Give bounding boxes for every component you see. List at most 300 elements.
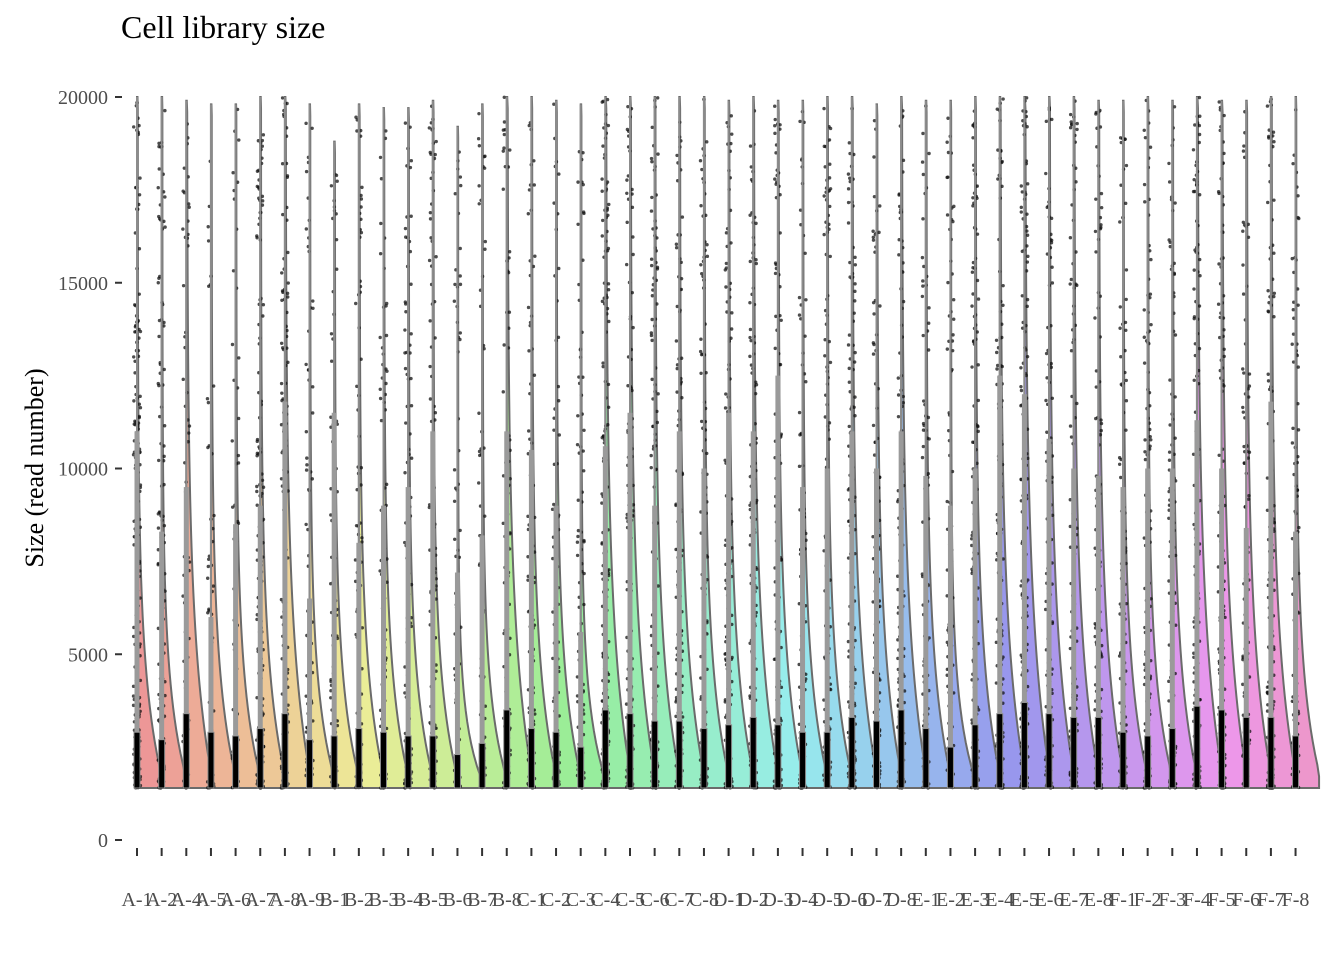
data-point xyxy=(871,230,874,233)
data-point xyxy=(139,406,142,409)
violin-A-8 xyxy=(285,97,309,788)
data-point xyxy=(138,415,141,418)
data-point xyxy=(138,292,141,295)
data-point xyxy=(1044,399,1047,402)
data-point xyxy=(330,360,333,363)
data-point xyxy=(1069,282,1072,285)
violin-F-2 xyxy=(1148,97,1172,788)
data-point xyxy=(335,238,338,241)
data-point xyxy=(853,360,856,363)
data-point xyxy=(1000,185,1003,188)
data-point xyxy=(453,538,456,541)
data-point xyxy=(404,421,407,424)
data-point xyxy=(207,401,210,404)
data-point xyxy=(625,221,628,224)
data-point xyxy=(951,220,954,223)
data-point xyxy=(705,452,708,455)
data-point xyxy=(1094,197,1097,200)
data-point xyxy=(1070,120,1073,123)
data-point xyxy=(1026,298,1029,301)
data-point xyxy=(305,227,308,230)
data-point xyxy=(607,320,610,323)
data-point xyxy=(774,272,777,275)
data-point xyxy=(557,385,560,388)
data-point xyxy=(404,227,407,230)
data-point xyxy=(262,303,265,306)
data-point xyxy=(651,126,654,129)
violin-C-4 xyxy=(605,97,629,788)
data-point xyxy=(1149,438,1152,441)
data-point xyxy=(360,197,363,200)
data-point xyxy=(280,382,283,385)
data-point xyxy=(872,155,875,158)
data-point xyxy=(1100,422,1103,425)
data-point xyxy=(995,367,998,370)
data-point xyxy=(384,129,387,132)
data-point xyxy=(359,194,362,197)
data-point xyxy=(385,370,388,373)
data-point xyxy=(828,205,831,208)
data-point xyxy=(822,233,825,236)
data-point xyxy=(828,162,831,165)
data-point xyxy=(163,524,166,527)
data-point xyxy=(410,159,413,162)
data-point xyxy=(182,378,185,381)
data-point xyxy=(774,347,777,350)
data-point xyxy=(625,178,628,181)
data-point xyxy=(1198,141,1201,144)
data-point xyxy=(207,225,210,228)
data-point xyxy=(1044,172,1047,175)
data-point xyxy=(138,193,141,196)
data-point xyxy=(459,283,462,286)
data-point xyxy=(1026,234,1029,237)
data-point xyxy=(1075,128,1078,131)
data-point xyxy=(681,215,684,218)
data-point xyxy=(181,227,184,230)
data-point xyxy=(631,291,634,294)
data-point xyxy=(335,268,338,271)
data-point xyxy=(601,219,604,222)
data-point xyxy=(212,514,215,517)
data-point xyxy=(1026,255,1029,258)
data-point xyxy=(1119,476,1122,479)
data-point xyxy=(976,279,979,282)
data-point xyxy=(1019,385,1022,388)
data-point xyxy=(902,159,905,162)
data-point xyxy=(1173,395,1176,398)
y-axis-label: Size (read number) xyxy=(20,368,49,568)
data-point xyxy=(359,205,362,208)
data-point xyxy=(952,317,955,320)
data-point xyxy=(823,354,826,357)
data-point xyxy=(946,117,949,120)
data-point xyxy=(773,124,776,127)
data-point xyxy=(231,439,234,442)
data-point xyxy=(261,479,264,482)
data-point xyxy=(650,160,653,163)
data-point xyxy=(951,333,954,336)
data-point xyxy=(828,176,831,179)
data-point xyxy=(459,175,462,178)
data-point xyxy=(977,297,980,300)
data-point xyxy=(163,195,166,198)
data-point xyxy=(650,378,653,381)
data-point xyxy=(1125,268,1128,271)
violin-A-5 xyxy=(211,104,235,788)
data-point xyxy=(206,611,209,614)
data-point xyxy=(699,338,702,341)
data-point xyxy=(1143,438,1146,441)
data-point xyxy=(1173,436,1176,439)
data-point xyxy=(434,153,437,156)
data-point xyxy=(749,260,752,263)
data-point xyxy=(1217,454,1220,457)
data-point xyxy=(1119,136,1122,139)
data-point xyxy=(280,342,283,345)
data-point xyxy=(1099,223,1102,226)
data-point xyxy=(946,281,949,284)
data-point xyxy=(385,483,388,486)
data-point xyxy=(897,393,900,396)
data-point xyxy=(853,414,856,417)
data-point xyxy=(429,211,432,214)
data-point xyxy=(428,365,431,368)
data-point xyxy=(163,225,166,228)
data-point xyxy=(699,263,702,266)
data-point xyxy=(1198,304,1201,307)
data-point xyxy=(379,156,382,159)
data-point xyxy=(262,133,265,136)
data-point xyxy=(502,149,505,152)
data-point xyxy=(1198,133,1201,136)
data-point xyxy=(854,263,857,266)
data-point xyxy=(434,255,437,258)
data-point xyxy=(601,361,604,364)
data-point xyxy=(803,334,806,337)
data-point xyxy=(1143,183,1146,186)
data-point xyxy=(922,173,925,176)
data-point xyxy=(477,412,480,415)
data-point xyxy=(675,390,678,393)
data-point xyxy=(631,206,634,209)
data-point xyxy=(157,459,160,462)
data-point xyxy=(508,310,511,313)
data-point xyxy=(922,445,925,448)
data-point xyxy=(577,499,580,502)
data-point xyxy=(237,454,240,457)
data-point xyxy=(927,348,930,351)
data-point xyxy=(730,311,733,314)
data-point xyxy=(977,430,980,433)
data-point xyxy=(872,312,875,315)
data-point xyxy=(853,351,856,354)
data-point xyxy=(1124,329,1127,332)
data-point xyxy=(600,177,603,180)
data-point xyxy=(287,281,290,284)
data-point xyxy=(1050,366,1053,369)
data-point xyxy=(1051,281,1054,284)
data-point xyxy=(132,399,135,402)
data-point xyxy=(749,328,752,331)
data-point xyxy=(330,184,333,187)
y-tick-label: 20000 xyxy=(58,87,108,109)
data-point xyxy=(1026,260,1029,263)
data-point xyxy=(1020,184,1023,187)
data-point xyxy=(650,339,653,342)
data-point xyxy=(1198,115,1201,118)
data-point xyxy=(458,529,461,532)
data-point xyxy=(922,334,925,337)
data-point xyxy=(773,132,776,135)
data-point xyxy=(656,152,659,155)
data-point xyxy=(502,146,505,149)
data-point xyxy=(557,336,560,339)
data-point xyxy=(261,314,264,317)
data-point xyxy=(527,429,530,432)
violin-B-8 xyxy=(507,97,531,788)
data-point xyxy=(409,283,412,286)
data-point xyxy=(311,411,314,414)
data-point xyxy=(1124,202,1127,205)
data-point xyxy=(557,172,560,175)
data-point xyxy=(1075,284,1078,287)
data-point xyxy=(853,311,856,314)
data-point xyxy=(798,120,801,123)
data-point xyxy=(527,306,530,309)
data-point xyxy=(1148,296,1151,299)
data-point xyxy=(162,321,165,324)
data-point xyxy=(459,247,462,250)
data-point xyxy=(502,187,505,190)
violin-F-8 xyxy=(1296,97,1320,788)
data-point xyxy=(1198,347,1201,350)
data-point xyxy=(163,424,166,427)
data-point xyxy=(255,234,258,237)
data-point xyxy=(724,392,727,395)
data-point xyxy=(705,243,708,246)
data-point xyxy=(576,443,579,446)
data-point xyxy=(1143,450,1146,453)
data-point xyxy=(403,328,406,331)
data-point xyxy=(478,202,481,205)
data-point xyxy=(286,295,289,298)
data-point xyxy=(853,256,856,259)
data-point xyxy=(748,301,751,304)
data-point xyxy=(207,565,210,568)
data-point xyxy=(354,116,357,119)
data-point xyxy=(607,124,610,127)
data-point xyxy=(877,231,880,234)
data-point xyxy=(187,431,190,434)
violin-E-2 xyxy=(950,101,974,788)
data-point xyxy=(1100,429,1103,432)
data-point xyxy=(360,536,363,539)
violin-B-3 xyxy=(384,108,408,788)
data-point xyxy=(656,392,659,395)
data-point xyxy=(847,343,850,346)
data-point xyxy=(484,240,487,243)
violin-E-8 xyxy=(1098,101,1122,788)
violin-B-7 xyxy=(482,104,506,788)
data-point xyxy=(656,421,659,424)
data-point xyxy=(132,125,135,128)
data-point xyxy=(508,250,511,253)
data-point xyxy=(157,335,160,338)
data-point xyxy=(157,145,160,148)
data-point xyxy=(921,295,924,298)
data-point xyxy=(359,358,362,361)
violin-A-9 xyxy=(310,104,334,788)
data-point xyxy=(946,347,949,350)
violin-C-8 xyxy=(704,97,728,788)
data-point xyxy=(428,259,431,262)
data-point xyxy=(409,166,412,169)
data-point xyxy=(330,332,333,335)
data-point xyxy=(1045,352,1048,355)
data-point xyxy=(848,333,851,336)
data-point xyxy=(778,231,781,234)
data-point xyxy=(607,406,610,409)
data-point xyxy=(162,220,165,223)
data-point xyxy=(650,334,653,337)
violin-B-4 xyxy=(408,108,432,788)
data-point xyxy=(699,350,702,353)
data-point xyxy=(502,343,505,346)
data-point xyxy=(379,222,382,225)
data-point xyxy=(281,96,284,99)
data-point xyxy=(1074,180,1077,183)
data-point xyxy=(1173,105,1176,108)
data-point xyxy=(459,331,462,334)
data-point xyxy=(188,206,191,209)
data-point xyxy=(1222,114,1225,117)
data-point xyxy=(280,271,283,274)
data-point xyxy=(1074,250,1077,253)
data-point xyxy=(256,452,259,455)
data-point xyxy=(304,122,307,125)
data-point xyxy=(576,414,579,417)
data-point xyxy=(921,284,924,287)
data-point xyxy=(699,159,702,162)
data-point xyxy=(921,217,924,220)
data-point xyxy=(1193,317,1196,320)
data-point xyxy=(231,171,234,174)
data-point xyxy=(1124,428,1127,431)
data-point xyxy=(853,282,856,285)
data-point xyxy=(780,319,783,322)
data-point xyxy=(705,140,708,143)
data-point xyxy=(853,290,856,293)
violin-A-2 xyxy=(162,97,186,788)
data-point xyxy=(729,337,732,340)
data-point xyxy=(878,204,881,207)
y-tick-label: 0 xyxy=(98,830,108,852)
data-point xyxy=(477,137,480,140)
data-point xyxy=(1026,355,1029,358)
data-point xyxy=(729,241,732,244)
data-point xyxy=(977,363,980,366)
data-point xyxy=(1168,450,1171,453)
data-point xyxy=(304,523,307,526)
data-point xyxy=(206,577,209,580)
data-point xyxy=(286,292,289,295)
data-point xyxy=(1001,365,1004,368)
data-point xyxy=(1069,113,1072,116)
data-point xyxy=(848,381,851,384)
data-point xyxy=(355,524,358,527)
data-point xyxy=(1125,298,1128,301)
data-point xyxy=(847,172,850,175)
data-point xyxy=(1001,284,1004,287)
data-point xyxy=(730,327,733,330)
data-point xyxy=(286,176,289,179)
data-point xyxy=(656,96,659,99)
data-point xyxy=(409,215,412,218)
data-point xyxy=(848,425,851,428)
data-point xyxy=(459,274,462,277)
data-point xyxy=(1019,366,1022,369)
data-point xyxy=(207,558,210,561)
data-point xyxy=(706,255,709,258)
data-point xyxy=(576,554,579,557)
data-point xyxy=(403,471,406,474)
data-point xyxy=(162,324,165,327)
data-point xyxy=(1144,458,1147,461)
data-point xyxy=(237,356,240,359)
violin-D-3 xyxy=(778,101,802,788)
data-point xyxy=(1167,162,1170,165)
data-point xyxy=(699,372,702,375)
data-point xyxy=(1222,328,1225,331)
data-point xyxy=(600,189,603,192)
data-point xyxy=(311,385,314,388)
data-point xyxy=(163,109,166,112)
data-point xyxy=(1051,397,1054,400)
data-point xyxy=(1148,444,1151,447)
data-point xyxy=(206,397,209,400)
data-point xyxy=(748,355,751,358)
violin-C-6 xyxy=(655,97,679,788)
data-point xyxy=(503,133,506,136)
data-point xyxy=(1192,148,1195,151)
data-point xyxy=(158,167,161,170)
data-point xyxy=(853,395,856,398)
data-point xyxy=(435,140,438,143)
data-point xyxy=(700,420,703,423)
data-point xyxy=(508,148,511,151)
data-point xyxy=(1025,229,1028,232)
data-point xyxy=(1075,402,1078,405)
data-point xyxy=(157,382,160,385)
data-point xyxy=(945,176,948,179)
data-point xyxy=(404,300,407,303)
data-point xyxy=(533,183,536,186)
data-point xyxy=(927,152,930,155)
data-point xyxy=(557,399,560,402)
data-point xyxy=(848,141,851,144)
data-point xyxy=(1025,96,1028,99)
data-point xyxy=(852,406,855,409)
violin-E-5 xyxy=(1024,97,1048,788)
data-point xyxy=(138,247,141,250)
data-point xyxy=(922,428,925,431)
data-point xyxy=(650,209,653,212)
data-point xyxy=(157,526,160,529)
data-point xyxy=(582,212,585,215)
data-point xyxy=(453,500,456,503)
data-point xyxy=(533,255,536,258)
